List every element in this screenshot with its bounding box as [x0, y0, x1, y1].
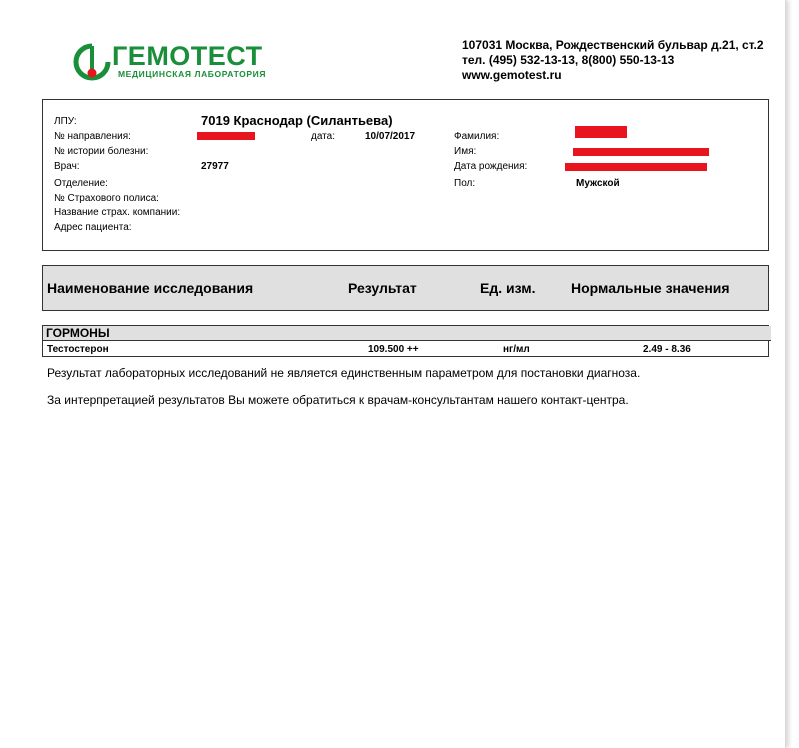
redacted-birthdate: [565, 163, 707, 171]
lpu-value: 7019 Краснодар (Силантьева): [201, 113, 393, 128]
row-result: 109.500 ++: [368, 344, 419, 355]
column-result: Результат: [348, 280, 417, 296]
row-normal-range: 2.49 - 8.36: [643, 344, 691, 355]
lab-contact-block: [462, 38, 764, 83]
lpu-label: ЛПУ:: [54, 116, 77, 127]
date-label: дата:: [311, 131, 335, 142]
history-label: № истории болезни:: [54, 146, 149, 157]
patient-address-label: Адрес пациента:: [54, 222, 132, 233]
insurance-policy-label: № Страхового полиса:: [54, 193, 159, 204]
name-label: Имя:: [454, 146, 477, 157]
row-test-name: Тестостерон: [47, 344, 109, 355]
redacted-referral-number: [197, 132, 255, 140]
results-table-header: [42, 265, 769, 311]
doctor-label: Врач:: [54, 161, 80, 172]
lab-website: www.gemotest.ru: [462, 68, 562, 82]
redacted-surname: [575, 126, 627, 138]
consultation-note: За интерпретацией результатов Вы можете обратиться к врачам-консультантам нашего контакт-центра.: [47, 393, 629, 407]
logo-wordmark: ГЕМОТЕСТ: [112, 41, 263, 71]
sex-label: Пол:: [454, 178, 476, 189]
redacted-name: [573, 148, 709, 156]
row-unit: нг/мл: [503, 344, 530, 355]
column-normal-range: Нормальные значения: [571, 280, 730, 296]
sex-value: Мужской: [576, 178, 620, 189]
department-label: Отделение:: [54, 178, 108, 189]
date-value: 10/07/2017: [365, 131, 416, 142]
insurance-company-label: Название страх. компании:: [54, 207, 181, 218]
logo-emblem-icon: [72, 42, 112, 82]
referral-label: № направления:: [54, 131, 131, 142]
lab-address: 107031 Москва, Рождественский бульвар д.21, ст.2: [462, 38, 764, 52]
hormones-group: [42, 325, 769, 357]
surname-label: Фамилия:: [454, 131, 500, 142]
logo-tagline: МЕДИЦИНСКАЯ ЛАБОРАТОРИЯ: [118, 69, 267, 79]
column-unit: Ед. изм.: [480, 280, 536, 296]
patient-info-box: [42, 99, 769, 251]
column-test-name: Наименование исследования: [47, 280, 254, 296]
group-title: ГОРМОНЫ: [43, 326, 771, 341]
doctor-value: 27977: [201, 161, 229, 172]
disclaimer-note: Результат лабораторных исследований не является единственным параметром для постановки диагноза.: [47, 366, 641, 380]
birthdate-label: Дата рождения:: [454, 161, 528, 172]
lab-phone: тел. (495) 532-13-13, 8(800) 550-13-13: [462, 53, 675, 67]
gemotest-logo: [72, 38, 302, 84]
